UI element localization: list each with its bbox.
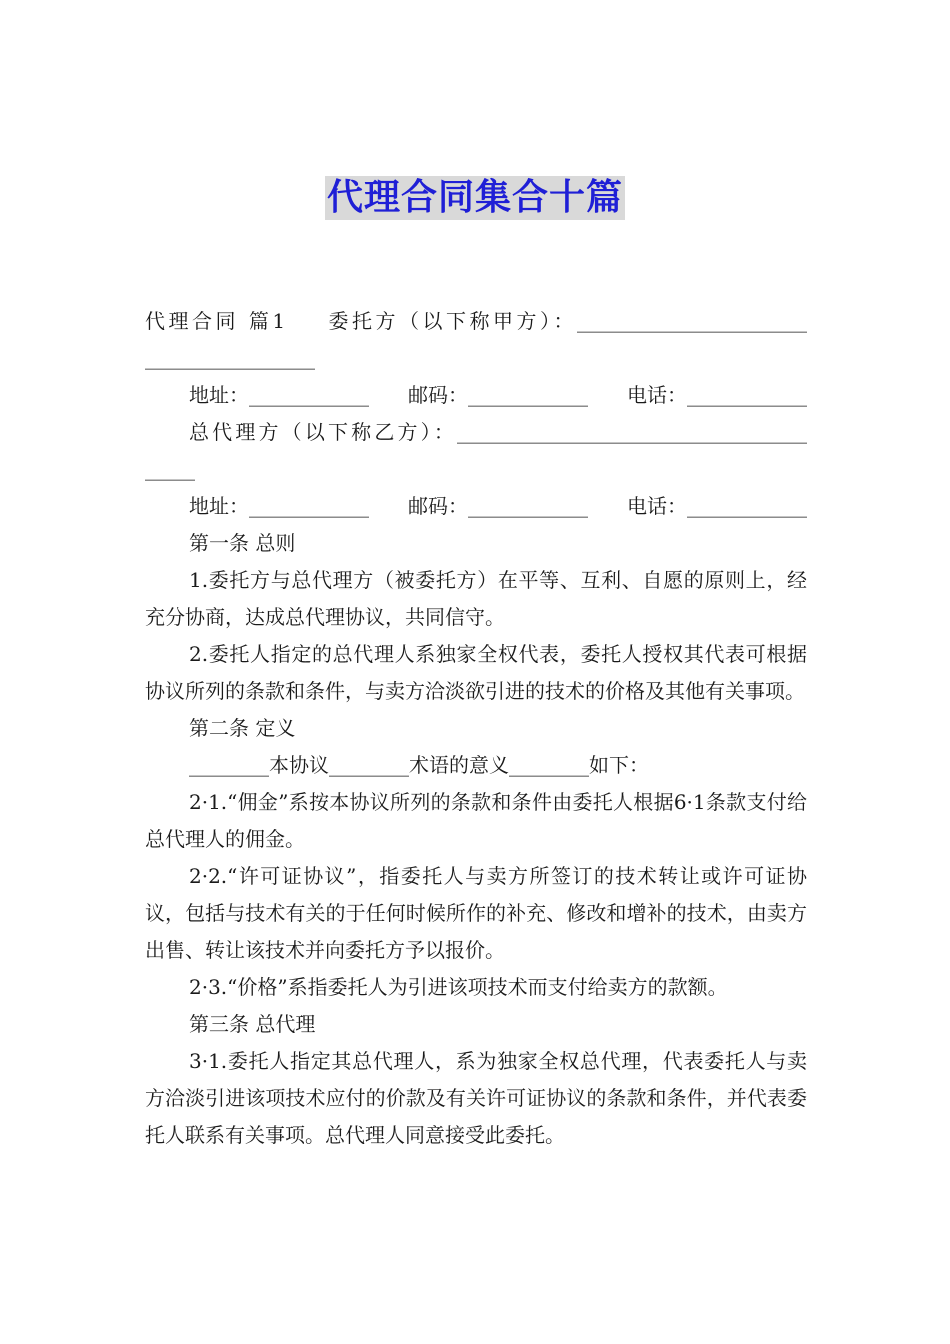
definition-blank-3: ________ — [509, 753, 589, 777]
principal-contact-line — [145, 377, 807, 414]
phone-blank: ____________ — [687, 383, 807, 407]
postcode-blank: ____________ — [468, 494, 588, 518]
agent-line — [145, 414, 807, 488]
definition-text-1: 本协议 — [269, 753, 329, 777]
definition-text-2: 术语的意义 — [409, 753, 509, 777]
phone-label: 电话： — [627, 494, 687, 518]
section-2-paragraph-3: 2·3.“价格”系指委托人为引进该项技术而支付给卖方的款额。 — [189, 975, 728, 999]
definition-line — [145, 747, 807, 784]
agent-label: 总代理方（以下称乙方）： — [189, 420, 457, 444]
address-label: 地址： — [189, 494, 249, 518]
principal-label: 委托方（以下称甲方）： — [325, 309, 577, 333]
address-blank: ____________ — [249, 383, 369, 407]
phone-blank: ____________ — [687, 494, 807, 518]
document-title: 代理合同集合十篇 — [326, 177, 623, 218]
principal-blank: _______________________ — [577, 309, 807, 333]
definition-text-3: 如下： — [589, 753, 649, 777]
chapter-label: 代理合同 篇1 — [145, 309, 286, 333]
section-1-paragraph-1: 1.委托方与总代理方（被委托方）在平等、互利、自愿的原则上，经充分协商，达成总代理协议，共同信守。 — [145, 568, 807, 629]
phone-label: 电话： — [627, 383, 687, 407]
title-area — [0, 176, 950, 220]
postcode-blank: ____________ — [468, 383, 588, 407]
section-2-paragraph-2: 2·2.“许可证协议”，指委托人与卖方所签订的技术转让或许可证协议，包括与技术有关的于任何时候所作的补充、修改和增补的技术，由卖方出售、转让该技术并向委托方予以报价。 — [145, 864, 807, 962]
address-blank: ____________ — [249, 494, 369, 518]
section-3-title: 第三条 总代理 — [189, 1012, 316, 1036]
section-2-paragraph-1: 2·1.“佣金”系按本协议所列的条款和条件由委托人根据6·1条款支付给总代理人的佣金。 — [145, 790, 807, 851]
section-1-title: 第一条 总则 — [189, 531, 296, 555]
document-body — [145, 303, 807, 1154]
agent-blank: ___________________________________ — [457, 420, 807, 444]
section-1-paragraph-2: 2.委托人指定的总代理人系独家全权代表，委托人授权其代表可根据协议所列的条款和条件，与卖方洽淡欲引进的技术的价格及其他有关事项。 — [145, 642, 807, 703]
principal-blank-cont: _________________ — [145, 346, 315, 370]
section-2-title: 第二条 定义 — [189, 716, 296, 740]
postcode-label: 邮码： — [408, 383, 468, 407]
header-line — [145, 303, 807, 377]
definition-blank-1: ________ — [189, 753, 269, 777]
postcode-label: 邮码： — [408, 494, 468, 518]
agent-contact-line — [145, 488, 807, 525]
address-label: 地址： — [189, 383, 249, 407]
agent-blank-cont: _____ — [145, 457, 195, 481]
section-3-paragraph-1: 3·1.委托人指定其总代理人，系为独家全权总代理，代表委托人与卖方洽淡引进该项技术应付的价款及有关许可证协议的条款和条件，并代表委托人联系有关事项。总代理人同意接受此委托。 — [145, 1049, 807, 1147]
definition-blank-2: ________ — [329, 753, 409, 777]
